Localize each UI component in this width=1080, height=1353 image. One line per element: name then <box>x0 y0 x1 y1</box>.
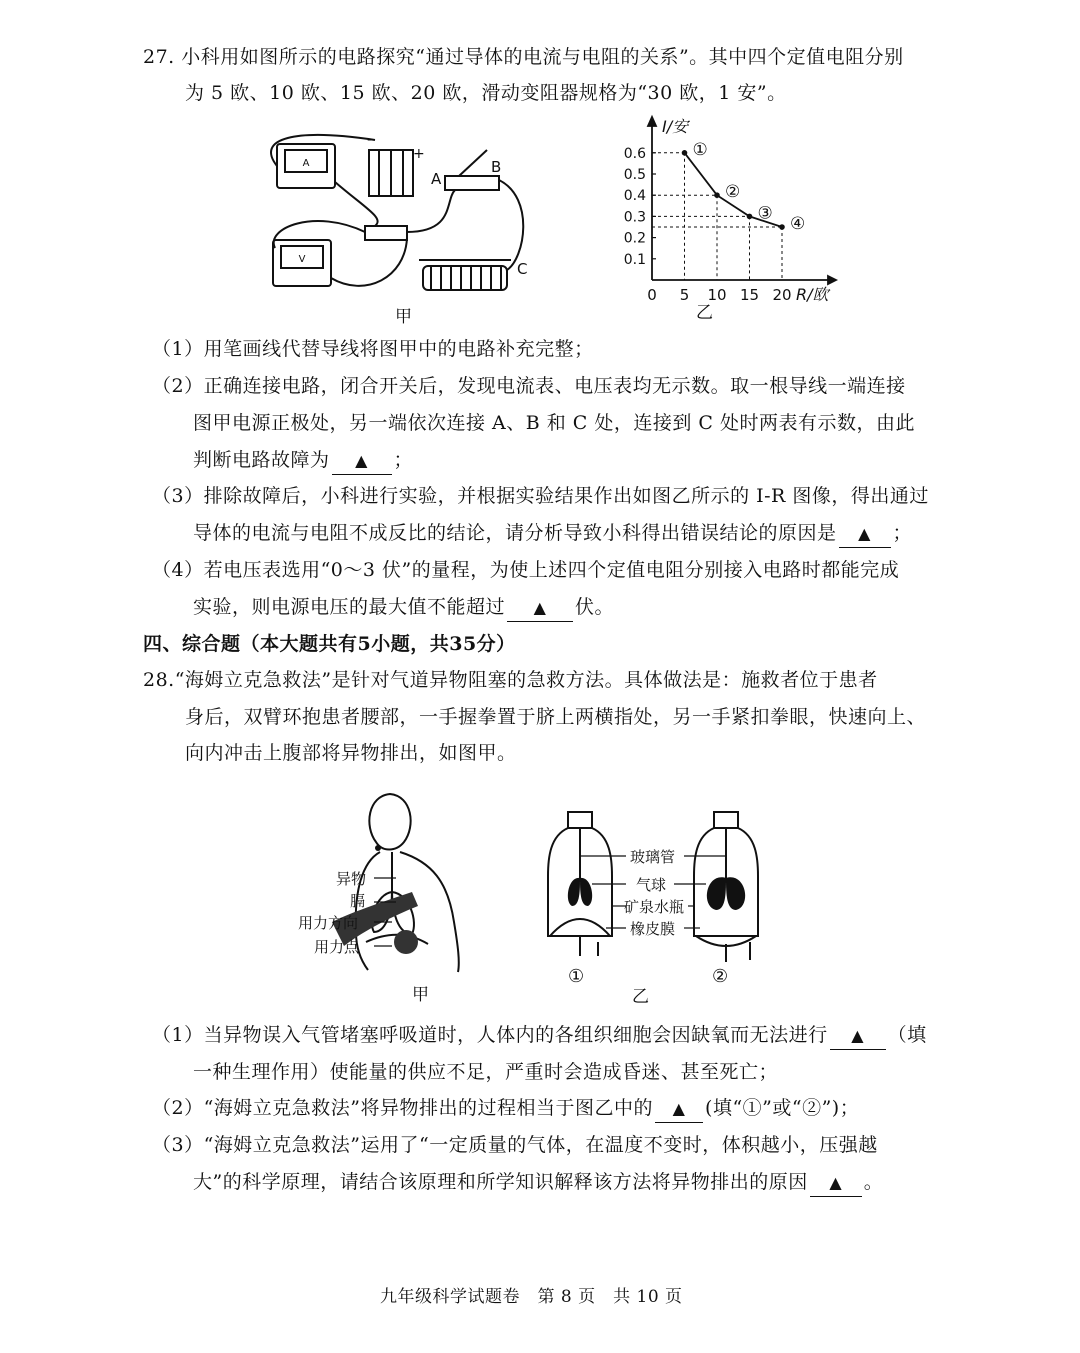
x-tick-label: 5 <box>679 286 690 304</box>
y-axis-label: I/安 <box>662 117 689 136</box>
switch-base <box>445 176 499 190</box>
wire-resistor-voltmeter <box>274 221 365 248</box>
x-tick-label: 10 <box>707 286 727 304</box>
x-tick-label: 15 <box>739 286 760 304</box>
answer-blank[interactable]: ▲ <box>332 447 392 475</box>
q28-fig-a-caption: 甲 <box>412 985 429 1005</box>
y-tick-label: 0.1 <box>623 251 646 268</box>
ammeter-label: A <box>302 158 310 169</box>
q28-stem-line2: 身后，双臂环抱患者腰部，一手握拳置于脐上两横指处，另一手紧扣拳眼，快速向上、 <box>185 706 927 728</box>
y-tick-label: 0.3 <box>623 209 646 226</box>
q28-part3-line2: 大”的科学原理，请结合该原理和所学知识解释该方法将异物排出的原因 ▲ 。 <box>193 1169 883 1197</box>
foreign-object-dot <box>375 845 381 851</box>
wire-switch-rheostat <box>499 180 523 270</box>
point-a-label: A <box>431 170 442 188</box>
q27-part1: （1）用笔画线代替导线将图甲中的电路补充完整； <box>152 338 594 360</box>
y-axis-arrow <box>648 117 656 126</box>
data-point <box>714 192 720 198</box>
q28-stem-line1: 28.“海姆立克急救法”是针对气道异物阻塞的急救方法。具体做法是：施救者位于患者 <box>143 669 878 691</box>
fist <box>394 930 418 954</box>
q28-part2: （2）“海姆立克急救法”将异物排出的过程相当于图乙中的 ▲ (填“①”或“②”)； <box>152 1095 859 1123</box>
q27-part3-line2: 导体的电流与电阻不成反比的结论，请分析导致小科得出错误结论的原因是 ▲ ； <box>193 520 912 548</box>
bottle2-cap <box>714 812 738 828</box>
answer-blank[interactable]: ▲ <box>810 1169 862 1197</box>
answer-blank[interactable]: ▲ <box>655 1095 703 1123</box>
x-axis-label: R/欧 <box>796 285 829 304</box>
battery-plus-label: + <box>413 146 425 162</box>
voltmeter-label: V <box>298 254 306 265</box>
switch-blade <box>459 150 487 176</box>
q28-fig-b-caption: 乙 <box>632 987 649 1007</box>
y-tick-label: 0.6 <box>623 145 646 162</box>
label-force-direction: 用力方向 <box>298 914 359 932</box>
q28-model-figure <box>540 806 790 1008</box>
section-heading: 四、综合题（本大题共有5小题，共35分） <box>143 633 516 655</box>
y-tick-label: 0.4 <box>623 188 646 205</box>
q27-circuit-figure <box>255 128 565 328</box>
q27-part4-line2: 实验，则电源电压的最大值不能超过 ▲ 伏。 <box>193 594 614 622</box>
wire-ammeter-resistor <box>335 182 378 226</box>
battery-minus-label: - <box>367 132 373 148</box>
data-point-label: ① <box>692 139 708 160</box>
label-water-bottle: 矿泉水瓶 <box>624 898 685 916</box>
model-2-number: ② <box>712 966 729 987</box>
wire-voltmeter-resistor <box>331 238 407 286</box>
label-glass-tube: 玻璃管 <box>630 848 676 866</box>
body-right-outline <box>400 852 459 972</box>
q27-part2-line3: 判断电路故障为 ▲ ； <box>193 447 413 475</box>
q28-part3-line1: （3）“海姆立克急救法”运用了“一定质量的气体，在温度不变时，体积越小，压强越 <box>152 1134 878 1156</box>
q27-part2-line1: （2）正确连接电路，闭合开关后，发现电流表、电压表均无示数。取一根导线一端连接 <box>152 375 906 397</box>
point-c-label: C <box>517 260 528 278</box>
balloon2-right <box>726 877 745 910</box>
data-point-label: ② <box>725 182 741 203</box>
fixed-resistor <box>365 226 407 240</box>
data-point <box>682 150 688 156</box>
y-tick-label: 0.2 <box>623 230 646 247</box>
q27-fig-b-caption: 乙 <box>696 303 713 323</box>
label-rubber-membrane: 橡皮膜 <box>630 920 676 938</box>
answer-blank[interactable]: ▲ <box>830 1022 886 1050</box>
data-point-label: ③ <box>757 203 773 224</box>
label-foreign-object: 异物 <box>336 870 367 888</box>
q27-fig-a-caption: 甲 <box>395 307 412 327</box>
q27-part3-line1: （3）排除故障后，小科进行实验，并根据实验结果作出如图乙所示的 I-R 图像，得出通过 <box>152 485 929 507</box>
answer-blank[interactable]: ▲ <box>507 594 573 622</box>
q27-part2-line2: 图甲电源正极处，另一端依次连接 A、B 和 C 处，连接到 C 处时两表有示数，由此 <box>193 412 915 434</box>
label-force-point: 用力点 <box>314 938 360 956</box>
balloon2-left <box>707 877 726 910</box>
model-1-number: ① <box>568 966 585 987</box>
page-footer: 九年级科学试题卷 第 8 页 共 10 页 <box>380 1287 683 1307</box>
wire-resistor-switch <box>407 190 455 232</box>
data-point-label: ④ <box>790 214 806 234</box>
balloon1-left <box>568 878 580 906</box>
q28-stem-line3: 向内冲击上腹部将异物排出，如图甲。 <box>185 742 517 764</box>
label-balloon: 气球 <box>636 876 667 894</box>
q27-stem-line1: 27. 小科用如图所示的电路探究“通过导体的电流与电阻的关系”。其中四个定值电阻分别 <box>143 46 904 68</box>
data-point <box>779 224 785 230</box>
q27-part4-line1: （4）若电压表选用“0～3 伏”的量程，为使上述四个定值电阻分别接入电路时都能完成 <box>152 559 900 581</box>
balloon1-right <box>580 878 592 906</box>
x-axis-arrow <box>828 276 836 284</box>
head-outline <box>369 794 410 850</box>
rheostat-coil <box>423 266 507 290</box>
y-tick-label: 0.5 <box>623 167 646 183</box>
x-tick-label: 20 <box>772 286 792 304</box>
q28-part1-line2: 一种生理作用）使能量的供应不足，严重时会造成昏迷、甚至死亡； <box>193 1061 779 1083</box>
data-point <box>747 214 753 220</box>
q27-stem-line2: 为 5 欧、10 欧、15 欧、20 欧，滑动变阻器规格为“30 欧，1 安”。 <box>185 82 787 104</box>
q28-part1-line1: （1）当异物误入气管堵塞呼吸道时，人体内的各组织细胞会因缺氧而无法进行 ▲ （填 <box>152 1022 927 1050</box>
membrane1 <box>550 919 610 936</box>
x-tick-label: 0 <box>647 286 657 304</box>
q28-heimlich-figure <box>292 782 512 1008</box>
answer-blank[interactable]: ▲ <box>839 520 891 548</box>
ir-graph <box>600 112 850 324</box>
bottle1-cap <box>568 812 592 828</box>
label-diaphragm: 膈 <box>350 892 366 910</box>
point-b-label: B <box>491 158 502 176</box>
